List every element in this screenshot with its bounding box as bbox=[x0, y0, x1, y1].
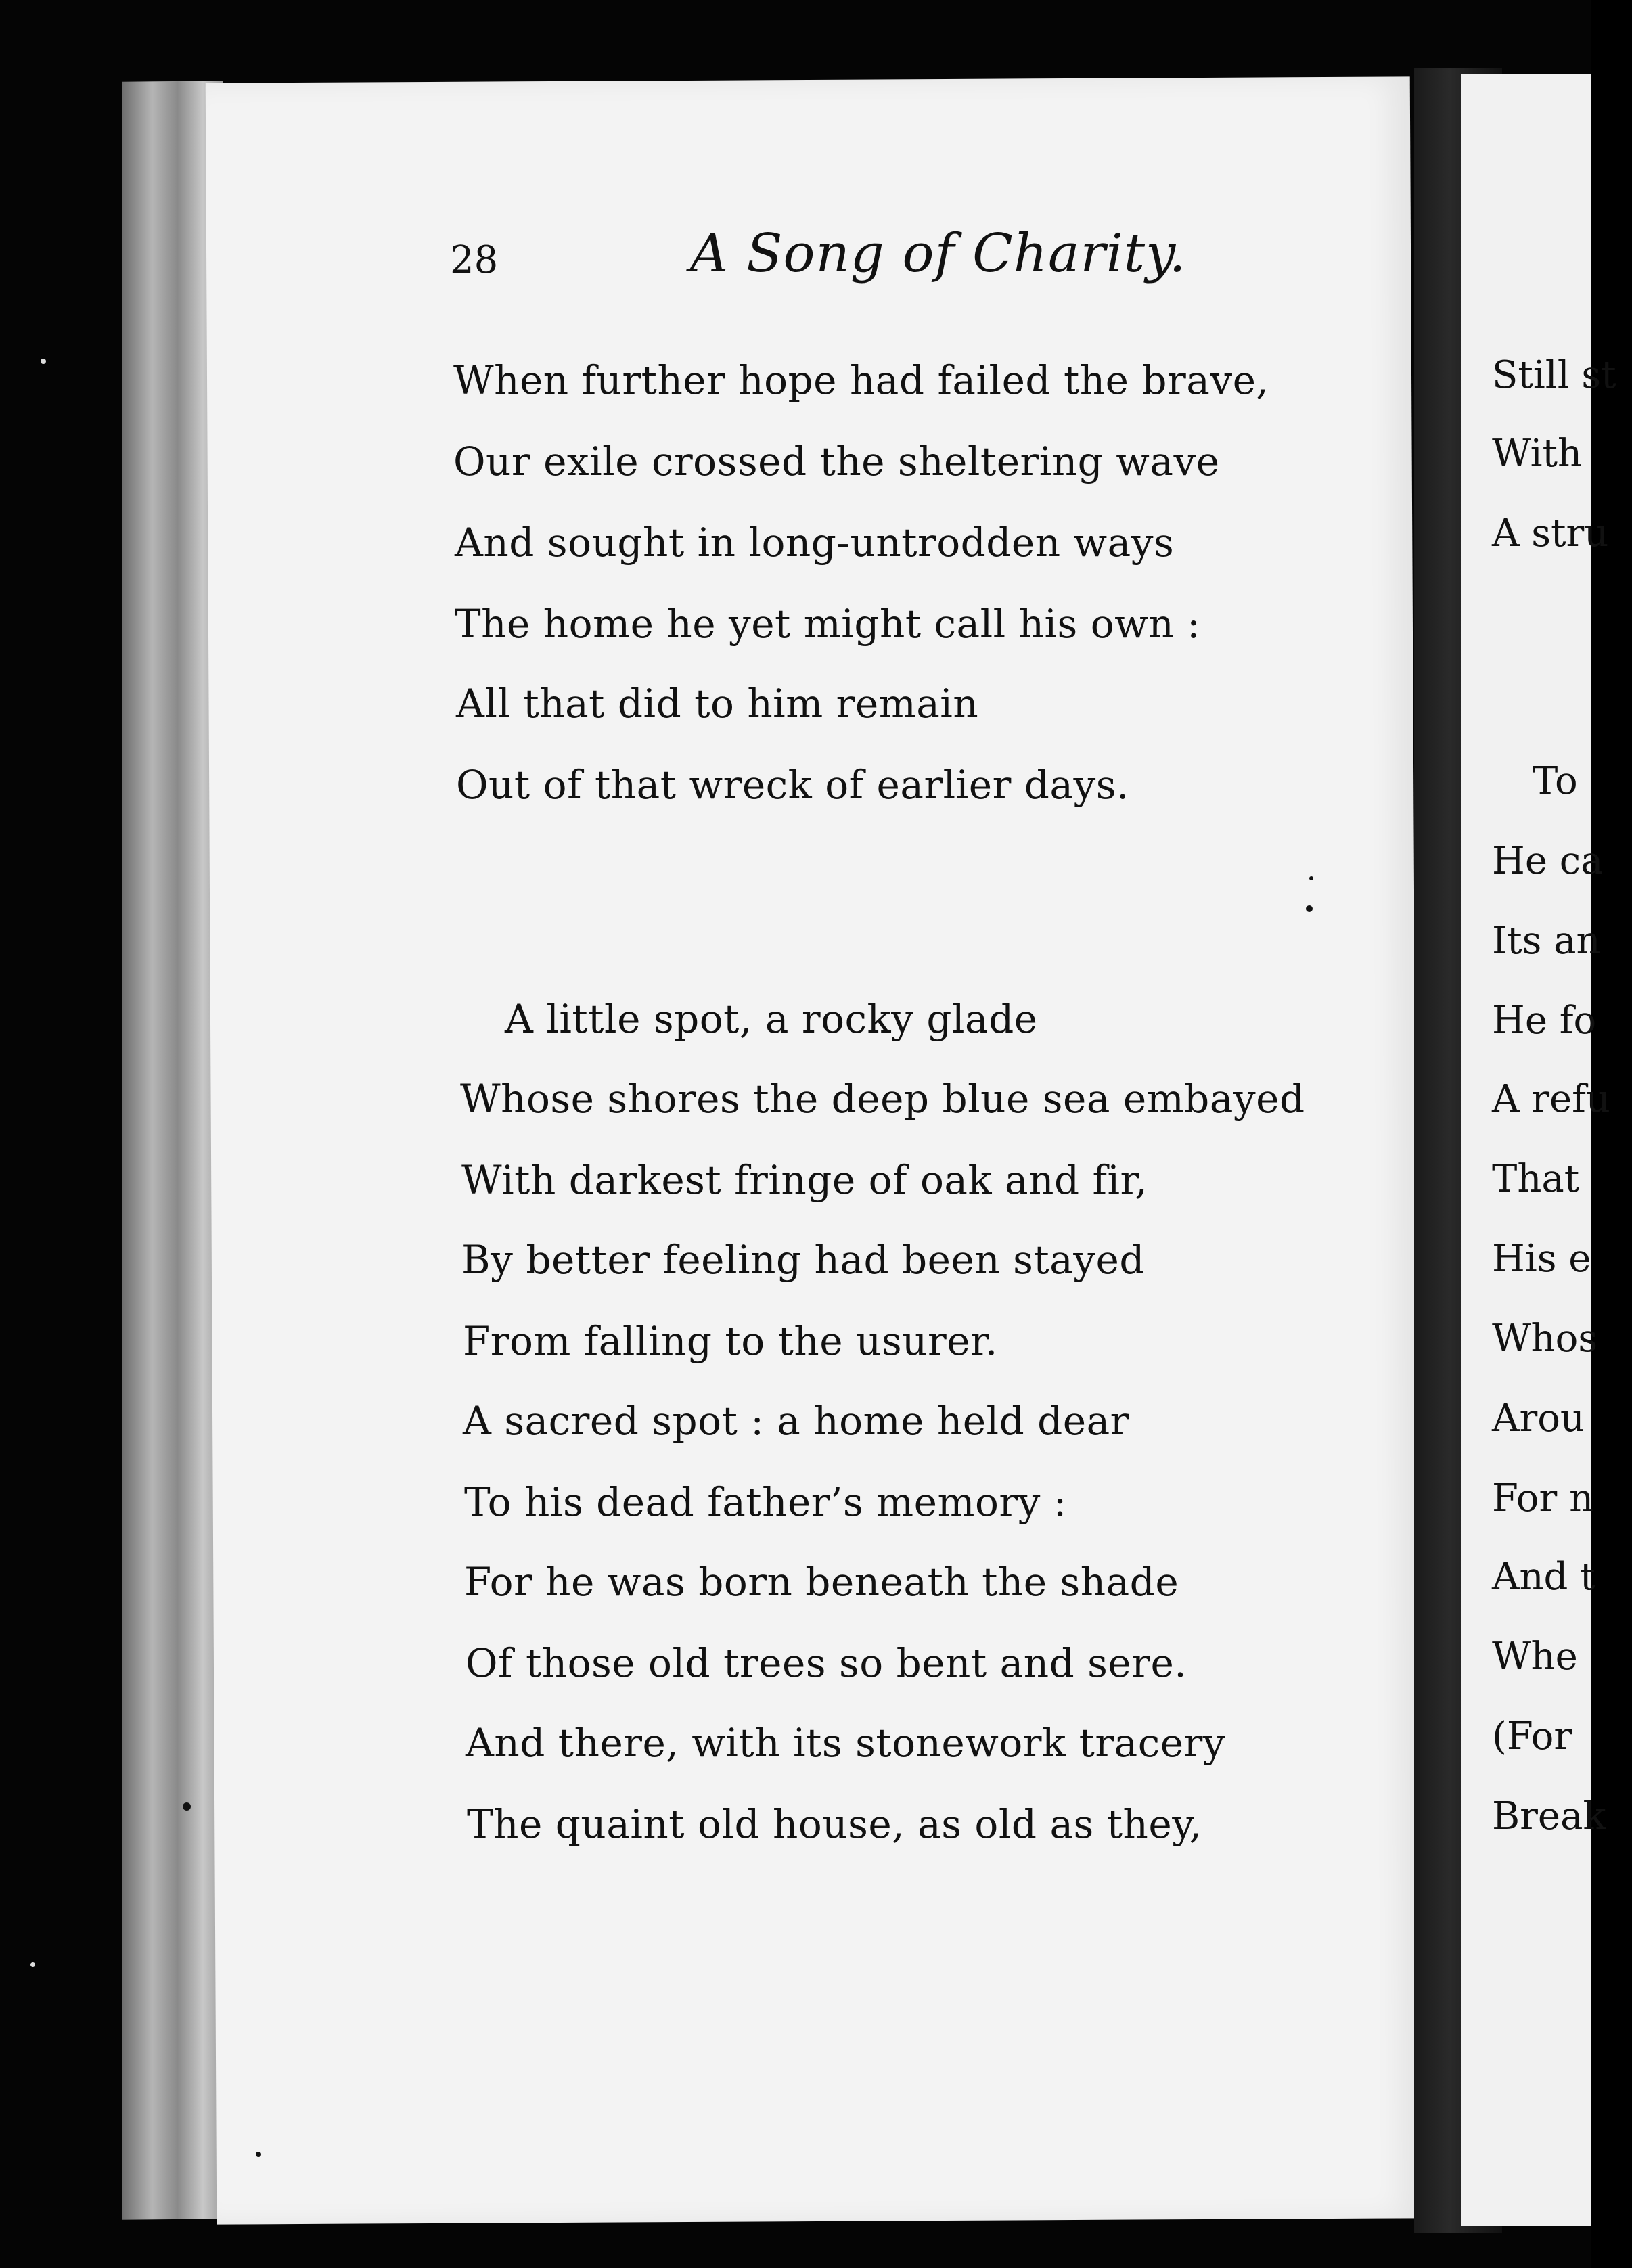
page-number: 28 bbox=[450, 238, 499, 282]
scan-speck bbox=[256, 2152, 261, 2157]
scan-speck bbox=[1309, 876, 1313, 880]
right-page-fragment: A stru bbox=[1492, 512, 1609, 555]
verse-line: A sacred spot : a home held dear bbox=[463, 1398, 1129, 1444]
verse-line: From falling to the usurer. bbox=[463, 1318, 998, 1364]
right-page-fragment: Break bbox=[1492, 1794, 1606, 1838]
right-page-fragment: And t bbox=[1492, 1555, 1595, 1599]
verse-line: Whose shores the deep blue sea embayed bbox=[460, 1076, 1305, 1122]
verse-line: The quaint old house, as old as they, bbox=[467, 1801, 1202, 1847]
right-page-fragment: (For bbox=[1492, 1715, 1572, 1759]
scan-speck bbox=[1306, 905, 1313, 912]
verse-line: To his dead father’s memory : bbox=[464, 1479, 1067, 1525]
right-page bbox=[1461, 74, 1616, 2226]
verse-line: Out of that wreck of earlier days. bbox=[456, 762, 1129, 808]
verse-line: Of those old trees so bent and sere. bbox=[466, 1640, 1187, 1686]
right-page-fragment: Arou bbox=[1492, 1397, 1585, 1441]
scan-speck bbox=[183, 1802, 191, 1811]
right-page-fragment: That bbox=[1492, 1157, 1580, 1201]
right-page-fragment: His e bbox=[1492, 1237, 1591, 1281]
verse-line: A little spot, a rocky glade bbox=[505, 996, 1038, 1042]
scan-speck bbox=[30, 1962, 35, 1967]
verse-line: All that did to him remain bbox=[456, 681, 979, 727]
right-page-fragment: Whos bbox=[1492, 1317, 1598, 1361]
right-page-fragment: Whe bbox=[1492, 1635, 1578, 1679]
verse-line: Our exile crossed the sheltering wave bbox=[453, 438, 1220, 484]
verse-line: When further hope had failed the brave, bbox=[453, 357, 1269, 403]
verse-line: And sought in long-untrodden ways bbox=[455, 520, 1175, 566]
right-page-fragment: To bbox=[1533, 759, 1578, 803]
scan-speck bbox=[41, 359, 46, 364]
verse-line: With darkest fringe of oak and fir, bbox=[461, 1157, 1148, 1203]
running-head: A Song of Charity. bbox=[690, 223, 1187, 284]
verse-line: And there, with its stonework tracery bbox=[466, 1720, 1226, 1766]
verse-line: For he was born beneath the shade bbox=[464, 1559, 1179, 1605]
right-page-fragment: With bbox=[1492, 432, 1583, 476]
right-page-fragment: He fo bbox=[1492, 999, 1597, 1043]
right-page-fragment: Still st bbox=[1492, 353, 1616, 397]
verse-line: By better feeling had been stayed bbox=[461, 1237, 1145, 1283]
right-page-fragment: Its an bbox=[1492, 919, 1601, 963]
right-page-fragment: For n bbox=[1492, 1476, 1594, 1520]
right-page-fragment: A refu bbox=[1492, 1077, 1610, 1121]
verse-line: The home he yet might call his own : bbox=[455, 601, 1201, 647]
right-page-fragment: He ca bbox=[1492, 839, 1604, 883]
